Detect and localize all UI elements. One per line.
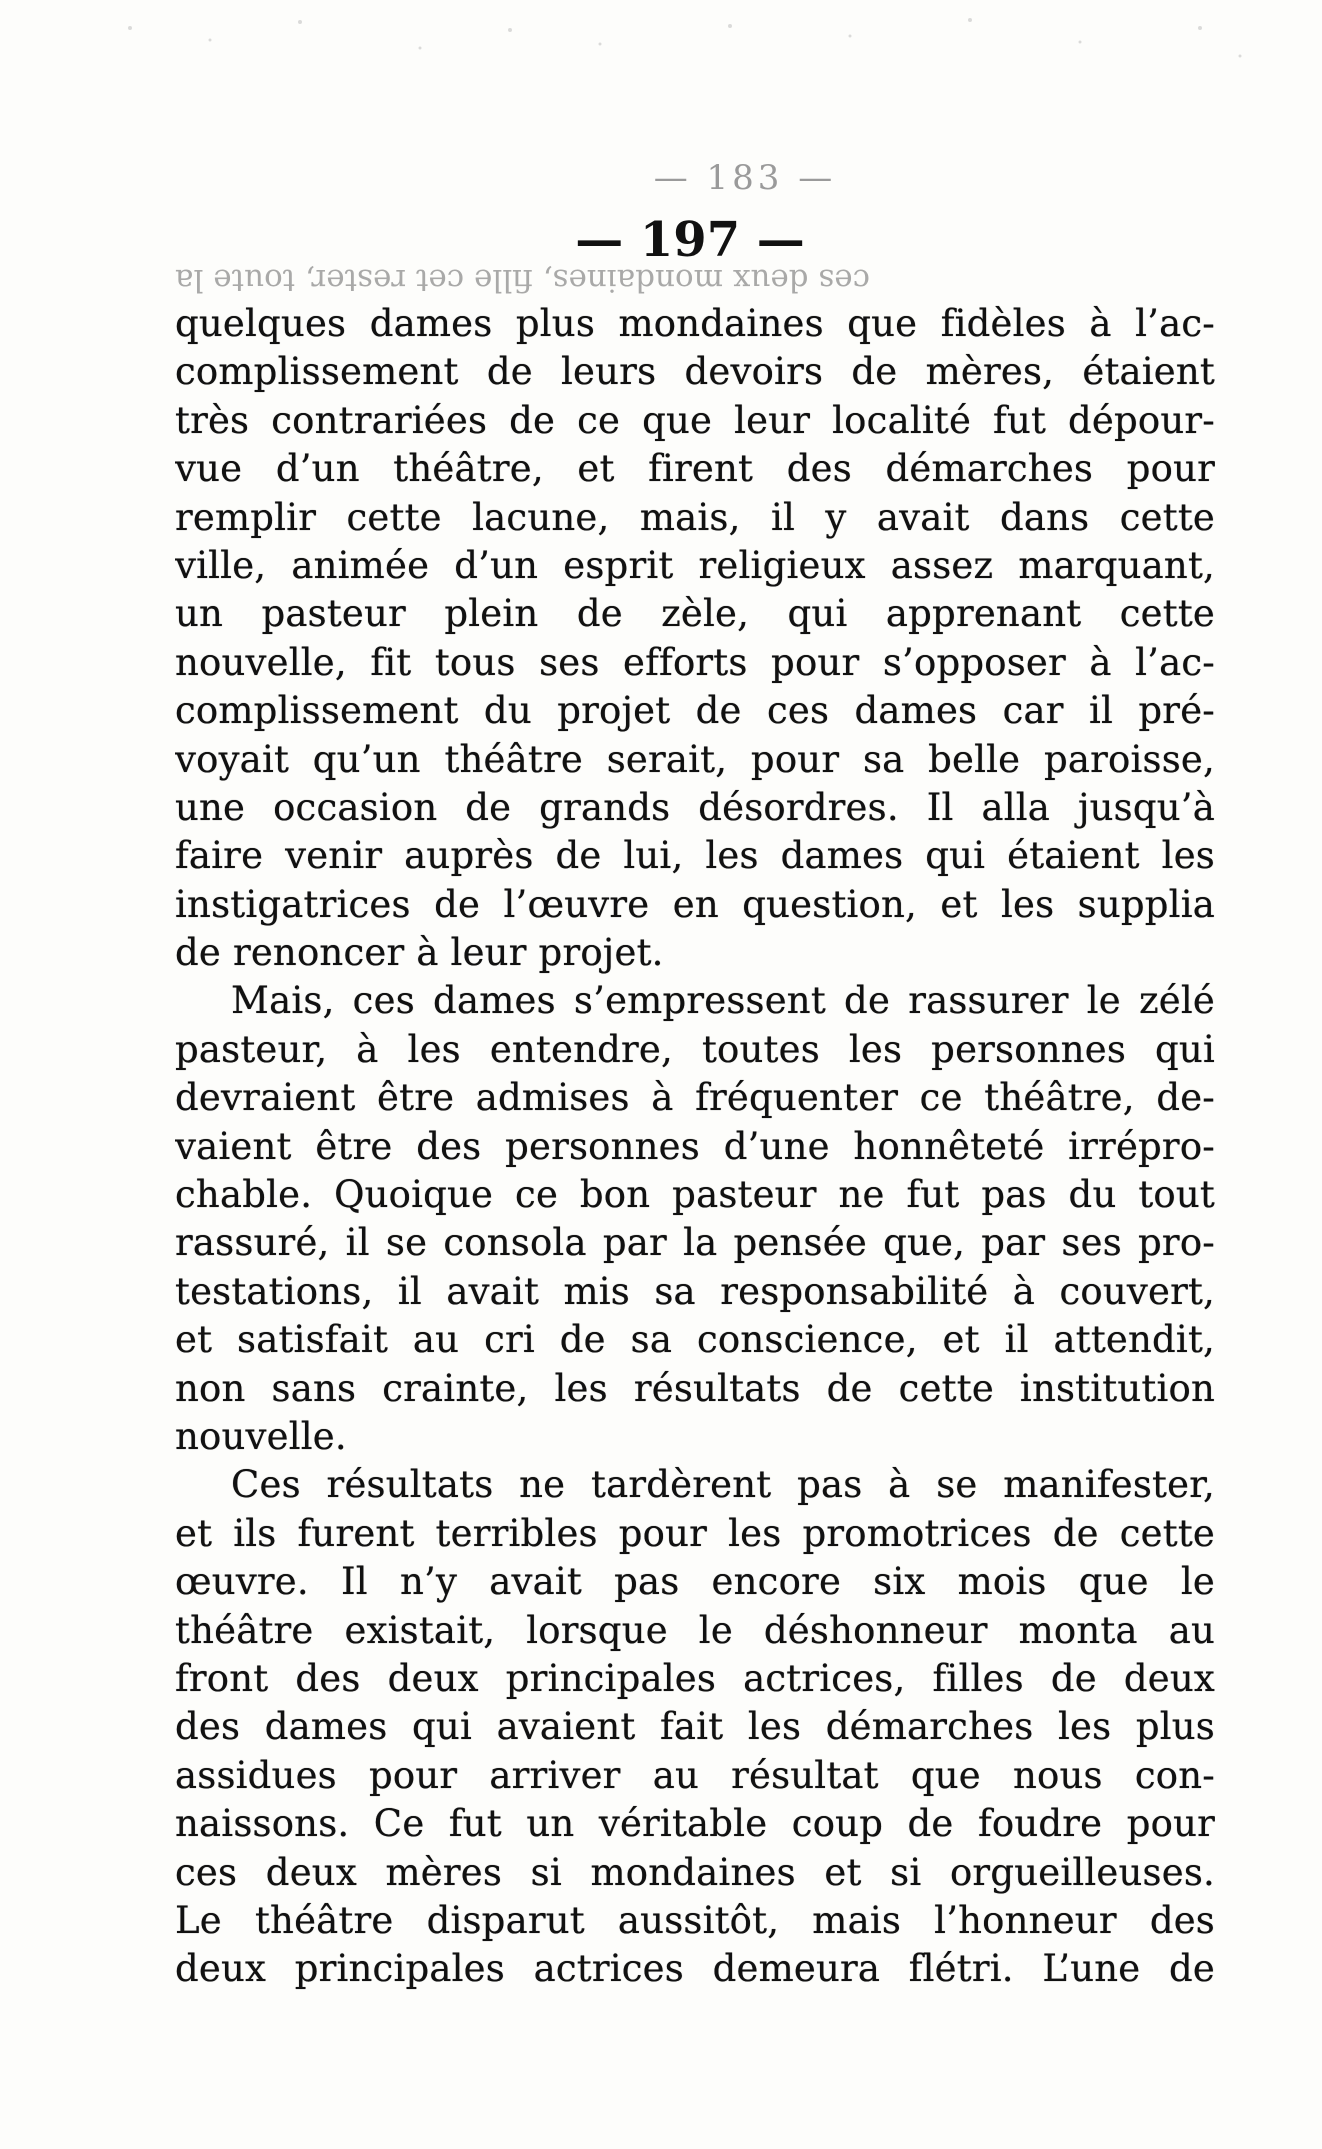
- text-line: et satisfait au cri de sa conscience, et il attendit,: [175, 1318, 1215, 1362]
- text-line: vaient être des personnes d’une honnêteté irrépro-: [175, 1124, 1215, 1168]
- text-line: assidues pour arriver au résultat que nous con-: [175, 1753, 1215, 1797]
- text-line: œuvre. Il n’y avait pas encore six mois que le: [175, 1560, 1215, 1604]
- text-line: Ces résultats ne tardèrent pas à se manifester,: [231, 1463, 1215, 1507]
- text-line: testations, il avait mis sa responsabilité à couvert,: [175, 1269, 1215, 1313]
- text-line: Le théâtre disparut aussitôt, mais l’honneur des: [175, 1898, 1215, 1942]
- text-line: complissement de leurs devoirs de mères, étaient: [175, 350, 1215, 394]
- text-line: instigatrices de l’œuvre en question, et les supplia: [175, 882, 1215, 926]
- body-text: [175, 300, 1215, 1994]
- text-line: front des deux principales actrices, filles de deux: [175, 1656, 1215, 1700]
- text-line: théâtre existait, lorsque le déshonneur monta au: [175, 1608, 1215, 1652]
- text-line: Mais, ces dames s’empressent de rassurer le zélé: [231, 979, 1215, 1023]
- text-line: chable. Quoique ce bon pasteur ne fut pas du tout: [175, 1173, 1215, 1217]
- text-line: de renoncer à leur projet.: [175, 931, 664, 975]
- text-line: pasteur, à les entendre, toutes les personnes qui: [175, 1027, 1215, 1071]
- text-line: devraient être admises à fréquenter ce théâtre, de-: [175, 1076, 1215, 1120]
- bleed-through-text: ces deux mondaines, fille cet rester, toute la: [175, 262, 871, 298]
- text-line: très contrariées de ce que leur localité fut dépour-: [175, 398, 1215, 442]
- text-line: un pasteur plein de zèle, qui apprenant cette: [175, 592, 1215, 636]
- text-line: naissons. Ce fut un véritable coup de foudre pour: [175, 1802, 1215, 1846]
- text-line: voyait qu’un théâtre serait, pour sa belle paroisse,: [175, 737, 1215, 781]
- text-line: rassuré, il se consola par la pensée que, par ses pro-: [175, 1221, 1215, 1265]
- text-line: remplir cette lacune, mais, il y avait dans cette: [175, 495, 1215, 539]
- text-line: complissement du projet de ces dames car il pré-: [175, 689, 1215, 733]
- text-line: des dames qui avaient fait les démarches les plus: [175, 1705, 1215, 1749]
- text-line: et ils furent terribles pour les promotrices de cette: [175, 1511, 1215, 1555]
- text-line: ville, animée d’un esprit religieux assez marquant,: [175, 543, 1215, 587]
- scan-speckle-decoration: [90, 8, 1270, 78]
- text-line: nouvelle.: [175, 1414, 347, 1458]
- text-line: ces deux mères si mondaines et si orgueilleuses.: [175, 1850, 1215, 1894]
- text-line: vue d’un théâtre, et firent des démarches pour: [175, 447, 1215, 491]
- text-line: non sans crainte, les résultats de cette institution: [175, 1366, 1215, 1410]
- page-number: — 197 —: [575, 212, 805, 268]
- text-line: deux principales actrices demeura flétri. L’une de: [175, 1947, 1215, 1991]
- faded-old-page-number: — 183 —: [653, 158, 837, 198]
- text-line: nouvelle, fit tous ses efforts pour s’opposer à l’ac-: [175, 640, 1215, 684]
- text-line: quelques dames plus mondaines que fidèles à l’ac-: [175, 302, 1215, 345]
- text-line: faire venir auprès de lui, les dames qui étaient les: [175, 834, 1215, 878]
- text-line: une occasion de grands désordres. Il alla jusqu’à: [175, 785, 1215, 829]
